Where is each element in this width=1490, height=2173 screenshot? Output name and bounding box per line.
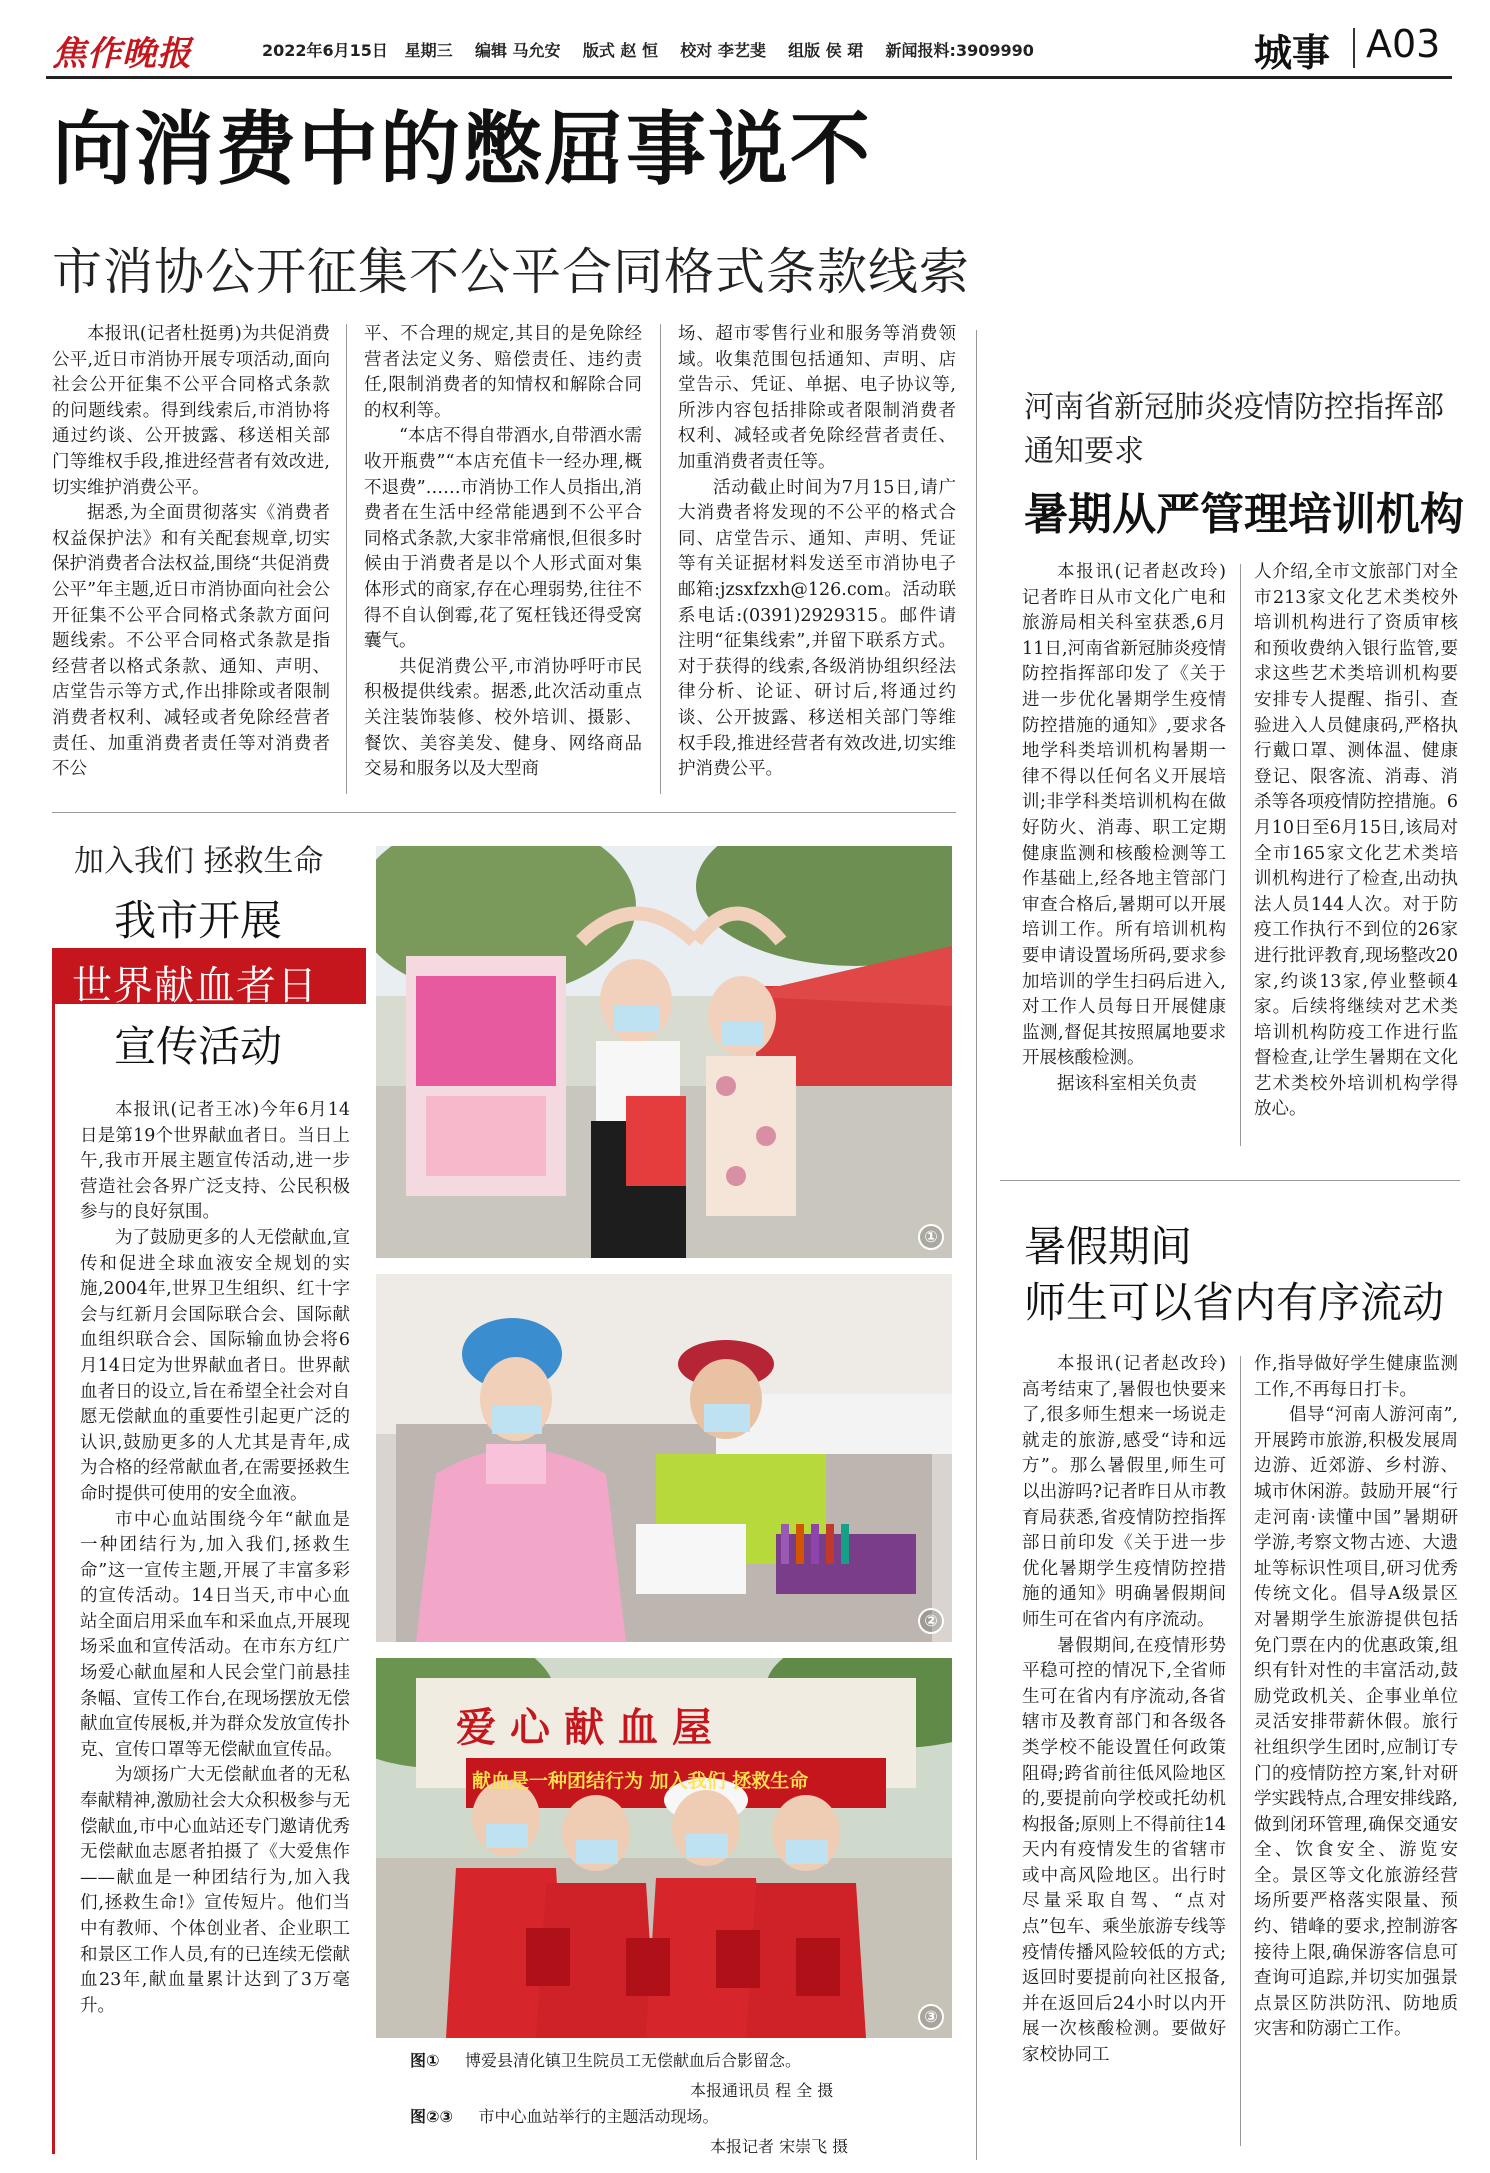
masthead-rule — [46, 76, 1452, 79]
section-rule — [1000, 1180, 1460, 1181]
caption-label: 图① — [410, 2051, 440, 2070]
photo-blood-collection — [376, 1274, 952, 1642]
blood-column — [80, 1098, 350, 2019]
paragraph: 共促消费公平,市消协呼吁市民积极提供线索。据悉,此次活动重点关注装饰装修、校外培训、摄影、餐饮、美容美发、健身、网络商品交易和服务以及大型商 — [364, 656, 642, 780]
photo-number: ③ — [918, 2004, 944, 2030]
summer-kicker: 河南省新冠肺炎疫情防控指挥部通知要求 — [1024, 390, 1444, 469]
column-rule — [1240, 564, 1241, 1146]
blood-headline-3: 宣传活动 — [114, 1022, 283, 1071]
paragraph: 本报讯(记者赵改玲)记者昨日从市文化广电和旅游局相关科室获悉,6月11日,河南省新冠肺炎疫情防控指挥部印发了《关于进一步优化暑期学生疫情防控措施的通知》,要求各地学科类培训机构暑期一律不得以任何名义开展培训;非学科类培训机构在做好防火、消毒、职工定期健康监测和核酸检测等工作基础上,经各地主管部门审查合格后,暑期可以开展培训工作。所有培训机构要申请设置场所码,要求参加培训的学生扫码后进入,对工作人员每日开展健康监测,督促其按照属地要求开展核酸检测。 — [1022, 562, 1226, 1069]
travel-column-2 — [1254, 1352, 1458, 2043]
photo-number: ② — [918, 1608, 944, 1634]
caption-text: 市中心血站举行的主题活动现场。 — [478, 2107, 719, 2126]
lead-subhead: 市消协公开征集不公平合同格式条款线索 — [52, 243, 970, 301]
paragraph: 平、不合理的规定,其目的是免除经营者法定义务、赔偿责任、违约责任,限制消费者的知情权和解除合同的权利等。 — [364, 324, 642, 421]
section-name: 城事 — [1254, 31, 1331, 75]
blood-headline-1: 我市开展 — [114, 896, 283, 945]
issue-date: 2022年6月15日 — [262, 41, 388, 60]
banner-slogan: 献血是一种团结行为 加入我们 拯救生命 — [472, 1770, 809, 1792]
blood-kicker: 加入我们 拯救生命 — [74, 844, 324, 879]
section-rule — [52, 812, 956, 813]
weekday: 星期三 — [404, 41, 453, 60]
summer-column-1 — [1022, 560, 1226, 1097]
photo-blood-donors-heart — [376, 846, 952, 1258]
newspaper-logo: 焦作晚报 — [52, 34, 192, 74]
layout-credit: 版式 赵 恒 — [582, 41, 658, 60]
paragraph: 据悉,为全面贯彻落实《消费者权益保护法》和有关配套规章,切实保护消费者合法权益,围绕“共促消费公平”年主题,近日市消协面向社会公开征集不公平合同格式条款方面问题线索。不公平合同格式条款是指经营者以格式条款、通知、声明、店堂告示等方式,作出排除或者限制消费者权利、减轻或者免除经营者责任、加重消费者责任等对消费者不公 — [52, 503, 330, 780]
photo-volunteers-banner — [376, 1658, 952, 2038]
blood-house-sign: 爱心献血屋 — [456, 1705, 726, 1751]
paragraph: 为了鼓励更多的人无偿献血,宣传和促进全球血液安全规划的实施,2004年,世界卫生组织、红十字会与红新月会国际联合会、国际献血组织联合会、国际输血协会将6月14日定为世界献血者日。世界献血者日的设立,旨在希望全社会对自愿无偿献血的重要性引起更广泛的认识,鼓励更多的人尤其是青年,成为合格的经常献血者,在需要拯救生命时提供可使用的安全血液。 — [80, 1227, 350, 1504]
summer-headline: 暑期从严管理培训机构 — [1024, 489, 1464, 540]
right-column-rule — [976, 330, 977, 2160]
paragraph: 本报讯(记者杜挺勇)为共促消费公平,近日市消协开展专项活动,面向社会公开征集不公平合同格式条款的问题线索。得到线索后,市消协将通过约谈、公开披露、移送相关部门等维权手段,推进经营者有效改进,切实维护消费公平。 — [52, 324, 330, 498]
caption-text: 博爱县清化镇卫生院员工无偿献血后合影留念。 — [465, 2051, 802, 2070]
column-rule — [660, 324, 661, 794]
editor-credit: 编辑 马允安 — [474, 41, 561, 60]
lead-column-1 — [52, 322, 330, 783]
lead-column-3 — [678, 322, 956, 783]
photo-credit-1: 本报通讯员 程 全 摄 — [690, 2081, 834, 2100]
column-rule — [1240, 1356, 1241, 2146]
paragraph: 活动截止时间为7月15日,请广大消费者将发现的不公平的格式合同、店堂告示、通知、声明、凭证等有关证据材料发送至市消协电子邮箱:jzsxfzxh@126.com。活动联系电话:(0391)2929315。邮件请注明“征集线索”,并留下联系方式。对于获得的线索,各级消协组织经法律分析、论证、研讨后,将通过约谈、公开披露、移送相关部门等维权手段,推进经营者有效改进,切实维护消费公平。 — [678, 477, 956, 780]
photo-caption-2 — [410, 2106, 719, 2128]
paragraph: 倡导“河南人游河南”,开展跨市旅游,积极发展周边游、近郊游、乡村游、城市休闲游。鼓励开展“行走河南·读懂中国”暑期研学游,考察文物古迹、大遗址等标识性项目,研习优秀传统文化。倡导A级景区对暑期学生旅游提供包括免门票在内的优惠政策,组织有针对性的丰富活动,鼓励党政机关、企事业单位灵活安排带薪休假。旅行社组织学生团时,应制订专门的疫情防控方案,针对研学实践特点,合理安排线路,做到闭环管理,确保交通安全、饮食安全、游览安全。景区等文化旅游经营场所要严格落实限量、预约、错峰的要求,控制游客接待上限,确保游客信息可查询可追踪,并切实加强景点景区防洪防汛、防地质灾害和防溺亡工作。 — [1254, 1405, 1458, 2040]
summer-column-2 — [1254, 560, 1458, 1123]
paragraph: 暑假期间,在疫情形势平稳可控的情况下,全省师生可在省内有序流动,各省辖市及教育部门和各级各类学校不能设置任何政策阻碍;跨省前往低风险地区的,要提前向学校或托幼机构报备;原则上不得前往14天内有疫情发生的省辖市或中高风险地区。出行时尽量采取自驾、“点对点”包车、乘坐旅游专线等疫情传播风险较低的方式;返回时要提前向社区报备,并在返回后24小时以内开展一次核酸检测。要做好家校协同工 — [1022, 1635, 1226, 2066]
hotline: 新闻报料:3909990 — [885, 41, 1034, 60]
photo-caption-1 — [410, 2050, 801, 2072]
proof-credit: 校对 李艺斐 — [680, 41, 766, 60]
paragraph: 为颂扬广大无偿献血者的无私奉献精神,激励社会大众积极参与无偿献血,市中心血站还专门邀请优秀无偿献血志愿者拍摄了《大爱焦作——献血是一种团结行为,加入我们,拯救生命!》宣传短片。他们当中有教师、个体创业者、企业职工和景区工作人员,有的已连续无偿献血23年,献血量累计达到了3万毫升。 — [80, 1765, 350, 2016]
paragraph: 本报讯(记者赵改玲)高考结束了,暑假也快要来了,很多师生想来一场说走就走的旅游,感受“诗和远方”。那么暑假里,师生可以出游吗?记者昨日从市教育局获悉,省疫情防控指挥部日前印发《关于进一步优化暑期学生疫情防控措施的通知》明确暑假期间师生可在省内有序流动。 — [1022, 1354, 1226, 1630]
column-rule — [346, 324, 347, 794]
paragraph: “本店不得自带酒水,自带酒水需收开瓶费”“本店充值卡一经办理,概不退费”……市消协工作人员指出,消费者在生活中经常能遇到不公平合同格式条款,大家非常痛恨,但很多时候由于消费者是以个人形式面对集体形式的商家,存在心理弱势,往往不得不自认倒霉,花了冤枉钱还得受窝囊气。 — [364, 426, 642, 652]
travel-column-1 — [1022, 1352, 1226, 2069]
travel-headline-1: 暑假期间 — [1024, 1222, 1193, 1271]
paragraph: 本报讯(记者王冰)今年6月14日是第19个世界献血者日。当日上午,我市开展主题宣传活动,进一步营造社会各界广泛支持、公民积极参与的良好氛围。 — [80, 1100, 350, 1223]
caption-label: 图②③ — [410, 2107, 454, 2126]
paragraph: 作,指导做好学生健康监测工作,不再每日打卡。 — [1254, 1354, 1458, 1400]
masthead — [0, 0, 1490, 80]
paragraph: 据该科室相关负责 — [1057, 1073, 1197, 1094]
paragraph: 人介绍,全市文旅部门对全市213家文化艺术类校外培训机构进行了资质审核和预收费纳入银行监管,要求这些艺术类培训机构要安排专人提醒、指引、查验进入人员健康码,严格执行戴口罩、测体温、健康登记、限客流、消毒、消杀等各项疫情防控措施。6月10日至6月15日,该局对全市165家文化艺术类培训机构进行了检查,出动执法人员144人次。对于防疫工作执行不到位的26家进行批评教育,现场整改20家,约谈13家,停业整顿4家。后续将继续对艺术类培训机构防疫工作进行监督检查,让学生暑期在文化艺术类校外培训机构学得放心。 — [1254, 562, 1458, 1120]
masthead-info — [262, 38, 1034, 61]
paragraph: 市中心血站围绕今年“献血是一种团结行为,加入我们,拯救生命”这一宣传主题,开展了丰富多彩的宣传活动。14日当天,市中心血站全面启用采血车和采血点,开展现场采血和宣传活动。在市东方红广场爱心献血屋和人民会堂门前悬挂条幅、宣传工作台,在现场摆放无偿献血宣传展板,并为群众发放宣传扑克、宣传口罩等无偿献血宣传品。 — [80, 1509, 350, 1760]
photo-credit-2: 本报记者 宋崇飞 摄 — [710, 2137, 849, 2156]
section-divider — [1353, 28, 1355, 68]
org-credit: 组版 侯 珺 — [788, 41, 864, 60]
lead-column-2 — [364, 322, 642, 783]
lead-headline: 向消费中的憋屈事说不 — [52, 103, 872, 196]
photo-number: ① — [918, 1224, 944, 1250]
paragraph: 场、超市零售行业和服务等消费领域。收集范围包括通知、声明、店堂告示、凭证、单据、电子协议等,所涉内容包括排除或者限制消费者权利、减轻或者免除经营者责任、加重消费者责任等。 — [678, 324, 956, 472]
page-number: A03 — [1366, 22, 1441, 66]
travel-headline-2: 师生可以省内有序流动 — [1024, 1278, 1445, 1327]
blood-headline-2: 世界献血者日 — [72, 963, 318, 1009]
